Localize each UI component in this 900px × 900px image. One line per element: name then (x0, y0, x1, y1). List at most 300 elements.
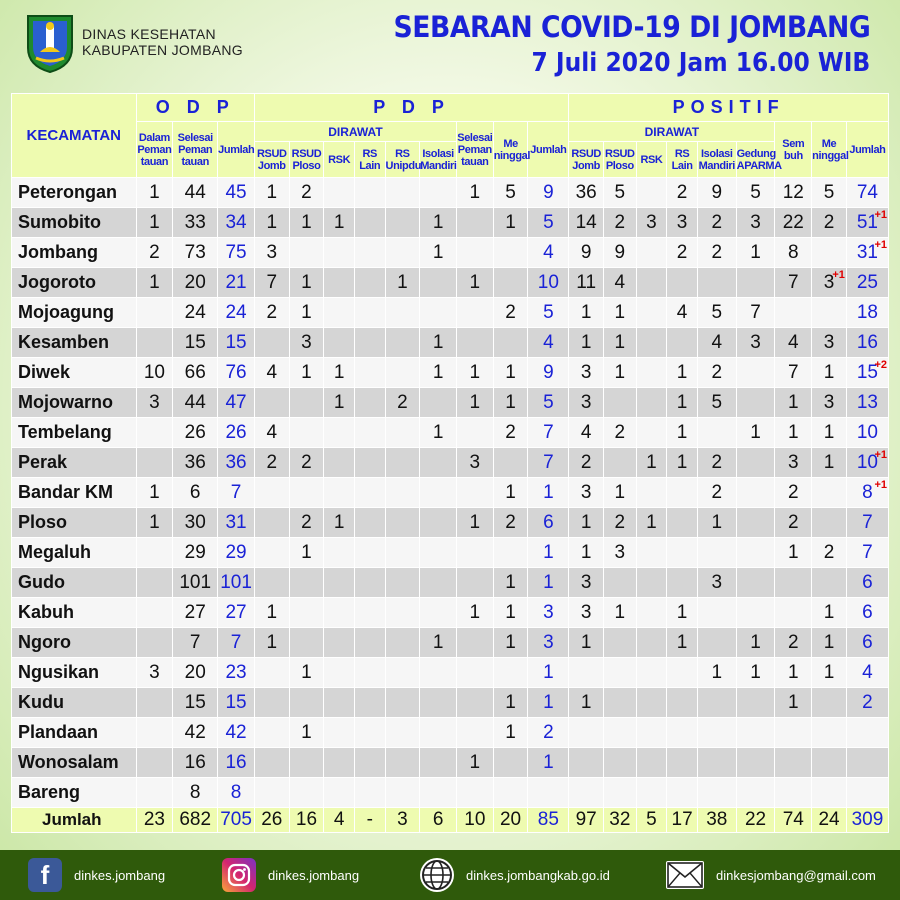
cell-value: 31 (225, 511, 247, 533)
table-cell (493, 508, 528, 538)
table-cell (775, 328, 812, 358)
cell-value: 7 (788, 361, 799, 383)
table-cell (354, 778, 385, 808)
table-cell (218, 178, 255, 208)
cell-value: 2 (266, 301, 278, 323)
table-cell (636, 508, 667, 538)
cell-value: 1 (543, 541, 554, 563)
table-cell (528, 448, 569, 478)
table-cell (254, 628, 289, 658)
pdp-col-rs-lain: RS Lain (354, 142, 385, 178)
kecamatan-name: Wonosalam (12, 748, 137, 778)
cell-value: 6 (862, 571, 873, 593)
pdp-col-isolasi: Isolasi Mandiri (420, 142, 457, 178)
table-cell (456, 268, 493, 298)
table-cell (846, 508, 888, 538)
table-cell (846, 538, 888, 568)
table-cell (697, 598, 736, 628)
cell-value: 75 (225, 241, 247, 263)
table-cell (420, 538, 457, 568)
kecamatan-name: Kudu (12, 688, 137, 718)
cell-value: 2 (823, 541, 835, 563)
table-cell (324, 178, 355, 208)
cell-value: 1 (788, 391, 799, 413)
table-cell (812, 208, 847, 238)
cell-value: 1 (750, 661, 761, 683)
cell-value: 3 (823, 271, 835, 293)
table-cell (420, 418, 457, 448)
table-cell (736, 478, 775, 508)
table-cell (218, 658, 255, 688)
odp-col-jumlah: Jumlah (218, 122, 255, 178)
cell-value: 18 (856, 301, 878, 323)
cell-value: 2 (397, 391, 408, 413)
positif-group-header: POSITIF (569, 94, 889, 122)
table-row (12, 538, 889, 568)
total-cell: 38 (697, 808, 736, 833)
total-cell: 309 (846, 808, 888, 833)
table-cell (420, 688, 457, 718)
table-cell (289, 328, 324, 358)
table-cell (812, 298, 847, 328)
table-cell (136, 778, 173, 808)
table-cell (173, 508, 218, 538)
cell-value: 51 (856, 211, 878, 233)
total-cell: 85 (528, 808, 569, 833)
table-cell (218, 328, 255, 358)
table-cell (354, 238, 385, 268)
cell-value: 1 (333, 391, 345, 413)
table-cell (697, 658, 736, 688)
cell-value: 3 (580, 601, 592, 623)
table-cell (569, 388, 604, 418)
table-cell (846, 448, 888, 478)
table-cell (812, 688, 847, 718)
table-cell (385, 328, 420, 358)
cell-value: 1 (543, 481, 554, 503)
table-cell (324, 748, 355, 778)
email-link[interactable] (666, 858, 876, 892)
table-cell (324, 418, 355, 448)
instagram-link[interactable] (222, 858, 359, 892)
cell-value: 10 (856, 451, 878, 473)
cell-value: 2 (149, 241, 160, 263)
cell-value: 6 (189, 481, 201, 503)
cell-value: 3 (823, 391, 835, 413)
cell-value: 26 (184, 421, 206, 443)
table-cell (456, 358, 493, 388)
positif-col-isolasi: Isolasi Mandiri (697, 142, 736, 178)
table-cell (775, 418, 812, 448)
kecamatan-name: Perak (12, 448, 137, 478)
total-cell: 22 (736, 808, 775, 833)
cell-value: 1 (711, 511, 723, 533)
table-cell (528, 418, 569, 448)
table-cell (456, 748, 493, 778)
cell-value: 10 (143, 361, 165, 383)
table-cell (385, 748, 420, 778)
cell-value: 9 (543, 361, 554, 383)
table-cell (667, 208, 698, 238)
table-cell (569, 418, 604, 448)
table-cell (385, 178, 420, 208)
cell-value: 33 (184, 211, 206, 233)
table-cell (173, 268, 218, 298)
cell-value: 7 (750, 301, 761, 323)
cell-value: 15 (856, 361, 878, 383)
cell-value: 2 (266, 451, 278, 473)
total-cell: 74 (775, 808, 812, 833)
cell-value: 12 (782, 181, 804, 203)
table-cell (420, 718, 457, 748)
table-cell (136, 238, 173, 268)
cell-value: 36 (575, 181, 597, 203)
kecamatan-name: Ploso (12, 508, 137, 538)
table-cell (324, 478, 355, 508)
table-row (12, 238, 889, 268)
increment-badge: +1 (874, 209, 887, 221)
cell-value: 2 (711, 241, 723, 263)
cell-value: 3 (580, 571, 592, 593)
table-cell (289, 478, 324, 508)
cell-value: 74 (856, 181, 878, 203)
table-cell (667, 568, 698, 598)
table-cell (218, 598, 255, 628)
kecamatan-name: Jogoroto (12, 268, 137, 298)
table-cell (354, 208, 385, 238)
table-row (12, 328, 889, 358)
table-row (12, 568, 889, 598)
table-cell (136, 268, 173, 298)
table-cell (528, 598, 569, 628)
table-cell (528, 538, 569, 568)
cell-value: 15 (225, 691, 247, 713)
table-cell (636, 688, 667, 718)
cell-value: 1 (614, 331, 626, 353)
table-cell (385, 448, 420, 478)
table-cell (289, 238, 324, 268)
table-cell (812, 328, 847, 358)
table-cell (775, 238, 812, 268)
table-cell (420, 298, 457, 328)
cell-value: 1 (149, 271, 160, 293)
table-cell (812, 358, 847, 388)
table-cell (420, 238, 457, 268)
table-cell (173, 178, 218, 208)
table-cell (136, 478, 173, 508)
cell-value: 10 (537, 271, 559, 293)
table-cell (218, 778, 255, 808)
table-cell (420, 598, 457, 628)
total-cell: 24 (812, 808, 847, 833)
table-cell (254, 268, 289, 298)
table-cell (604, 208, 637, 238)
table-cell (636, 208, 667, 238)
instagram-icon (222, 858, 256, 892)
table-cell (528, 178, 569, 208)
table-cell (528, 208, 569, 238)
cell-value: 1 (333, 361, 345, 383)
table-cell (493, 568, 528, 598)
cell-value: 3 (580, 361, 592, 383)
cell-value: 34 (225, 211, 247, 233)
cell-value: 7 (189, 631, 201, 653)
table-cell (636, 448, 667, 478)
table-cell (385, 418, 420, 448)
table-cell (667, 718, 698, 748)
table-cell (775, 208, 812, 238)
table-cell (289, 658, 324, 688)
table-cell (136, 418, 173, 448)
table-cell (846, 418, 888, 448)
cell-value: 1 (149, 481, 160, 503)
cell-value: 1 (333, 211, 345, 233)
table-cell (289, 178, 324, 208)
cell-value: 1 (432, 631, 444, 653)
cell-value: 2 (614, 421, 626, 443)
cell-value: 1 (469, 361, 481, 383)
cell-value: 5 (711, 301, 723, 323)
table-cell (456, 388, 493, 418)
table-cell (736, 628, 775, 658)
cell-value: 24 (184, 301, 206, 323)
page-title: SEBARAN COVID-19 DI JOMBANG (393, 10, 870, 44)
table-cell (136, 388, 173, 418)
cell-value: 27 (225, 601, 247, 623)
table-cell (812, 418, 847, 448)
table-cell (697, 268, 736, 298)
increment-badge: +2 (874, 359, 887, 371)
table-cell (775, 598, 812, 628)
table-cell (289, 688, 324, 718)
cell-value: 1 (432, 331, 444, 353)
table-cell (636, 478, 667, 508)
table-cell (528, 238, 569, 268)
table-cell (254, 688, 289, 718)
cell-value: 3 (823, 331, 835, 353)
cell-value: 44 (184, 391, 206, 413)
table-cell (846, 748, 888, 778)
total-cell: 5 (636, 808, 667, 833)
cell-value: 2 (614, 211, 626, 233)
pdp-col-rsk: RSK (324, 142, 355, 178)
table-cell (324, 688, 355, 718)
table-cell (812, 748, 847, 778)
table-cell (456, 568, 493, 598)
table-cell (218, 238, 255, 268)
table-cell (254, 418, 289, 448)
table-cell (736, 208, 775, 238)
facebook-link[interactable] (28, 858, 165, 892)
kecamatan-name: Sumobito (12, 208, 137, 238)
footer (0, 850, 900, 900)
table-cell (697, 478, 736, 508)
table-cell (604, 688, 637, 718)
cell-value: 2 (301, 181, 312, 203)
agency-line-1: DINAS KESEHATAN (82, 26, 216, 42)
table-cell (354, 718, 385, 748)
cell-value: 76 (225, 361, 247, 383)
table-cell (324, 328, 355, 358)
table-cell (775, 658, 812, 688)
cell-value: 8 (189, 781, 201, 803)
cell-value: 14 (575, 211, 597, 233)
title-block (352, 8, 870, 80)
cell-value: 1 (505, 601, 516, 623)
table-cell (324, 388, 355, 418)
table-row (12, 598, 889, 628)
table-cell (736, 418, 775, 448)
cell-value: 3 (750, 331, 761, 353)
table-cell (667, 238, 698, 268)
table-cell (604, 328, 637, 358)
cell-value: 2 (711, 481, 723, 503)
table-cell (636, 718, 667, 748)
cell-value: 1 (543, 751, 554, 773)
table-cell (354, 388, 385, 418)
table-cell (493, 598, 528, 628)
table-cell (528, 358, 569, 388)
kecamatan-name: Bandar KM (12, 478, 137, 508)
table-cell (493, 778, 528, 808)
cell-value: 1 (301, 541, 312, 563)
table-cell (493, 418, 528, 448)
kecamatan-name: Ngoro (12, 628, 137, 658)
cell-value: 6 (862, 631, 873, 653)
table-cell (254, 448, 289, 478)
table-cell (636, 598, 667, 628)
table-cell (385, 538, 420, 568)
total-cell: 97 (569, 808, 604, 833)
table-cell (218, 508, 255, 538)
table-cell (667, 538, 698, 568)
table-cell (173, 208, 218, 238)
cell-value: 20 (184, 271, 206, 293)
table-cell (324, 268, 355, 298)
table-cell (636, 538, 667, 568)
cell-value: 1 (711, 661, 723, 683)
cell-value: 2 (580, 451, 592, 473)
cell-value: 1 (676, 391, 688, 413)
cell-value: 7 (862, 541, 873, 563)
cell-value: 1 (823, 631, 835, 653)
table-cell (420, 478, 457, 508)
cell-value: 36 (225, 451, 247, 473)
odp-group-header: O D P (136, 94, 254, 122)
table-cell (173, 658, 218, 688)
table-cell (604, 478, 637, 508)
cell-value: 5 (711, 391, 723, 413)
cell-value: 4 (580, 421, 592, 443)
facebook-icon: f (28, 858, 62, 892)
table-cell (173, 298, 218, 328)
cell-value: 3 (676, 211, 688, 233)
kecamatan-name: Kabuh (12, 598, 137, 628)
table-cell (385, 778, 420, 808)
table-cell (354, 418, 385, 448)
table-cell (173, 328, 218, 358)
table-cell (493, 268, 528, 298)
cell-value: 1 (614, 301, 626, 323)
cell-value: 24 (225, 301, 247, 323)
table-cell (420, 778, 457, 808)
table-cell (775, 538, 812, 568)
table-cell (420, 388, 457, 418)
cell-value: 101 (179, 571, 212, 593)
table-cell (667, 418, 698, 448)
table-cell (493, 238, 528, 268)
table-cell (667, 328, 698, 358)
table-cell (456, 658, 493, 688)
table-cell (697, 238, 736, 268)
table-cell (736, 598, 775, 628)
table-cell (289, 418, 324, 448)
table-cell (136, 568, 173, 598)
cell-value: 1 (432, 361, 444, 383)
table-cell (136, 358, 173, 388)
agency-name (82, 26, 243, 58)
table-cell (775, 628, 812, 658)
table-cell (667, 628, 698, 658)
cell-value: 2 (505, 301, 516, 323)
table-cell (775, 478, 812, 508)
table-cell (736, 178, 775, 208)
table-cell (736, 508, 775, 538)
cell-value: 5 (543, 301, 554, 323)
table-cell (289, 268, 324, 298)
positif-col-rsud-jomb: RSUD Jomb (569, 142, 604, 178)
table-cell (636, 778, 667, 808)
cell-value: 73 (184, 241, 206, 263)
table-cell (736, 748, 775, 778)
cell-value: 5 (543, 211, 554, 233)
table-cell (420, 178, 457, 208)
cell-value: 1 (580, 691, 592, 713)
cell-value: 2 (614, 511, 626, 533)
table-cell (528, 328, 569, 358)
website-link[interactable] (420, 858, 610, 892)
cell-value: 1 (266, 211, 278, 233)
cell-value: 4 (543, 331, 554, 353)
cell-value: 21 (225, 271, 247, 293)
pdp-group-header: P D P (254, 94, 568, 122)
cell-value: 1 (750, 241, 761, 263)
table-cell (289, 718, 324, 748)
cell-value: 4 (266, 421, 278, 443)
table-cell (812, 388, 847, 418)
table-cell (420, 748, 457, 778)
table-cell (254, 388, 289, 418)
table-cell (136, 718, 173, 748)
cell-value: 1 (676, 451, 688, 473)
table-cell (667, 658, 698, 688)
cell-value: 101 (220, 571, 252, 593)
table-cell (385, 478, 420, 508)
table-cell (254, 538, 289, 568)
table-cell (173, 598, 218, 628)
table-cell (667, 748, 698, 778)
table-cell (289, 598, 324, 628)
table-cell (812, 268, 847, 298)
table-cell (493, 658, 528, 688)
table-cell (218, 388, 255, 418)
cell-value: 6 (543, 511, 554, 533)
table-row (12, 358, 889, 388)
table-cell (254, 778, 289, 808)
table-cell (775, 448, 812, 478)
table-cell (218, 688, 255, 718)
cell-value: 2 (711, 451, 723, 473)
